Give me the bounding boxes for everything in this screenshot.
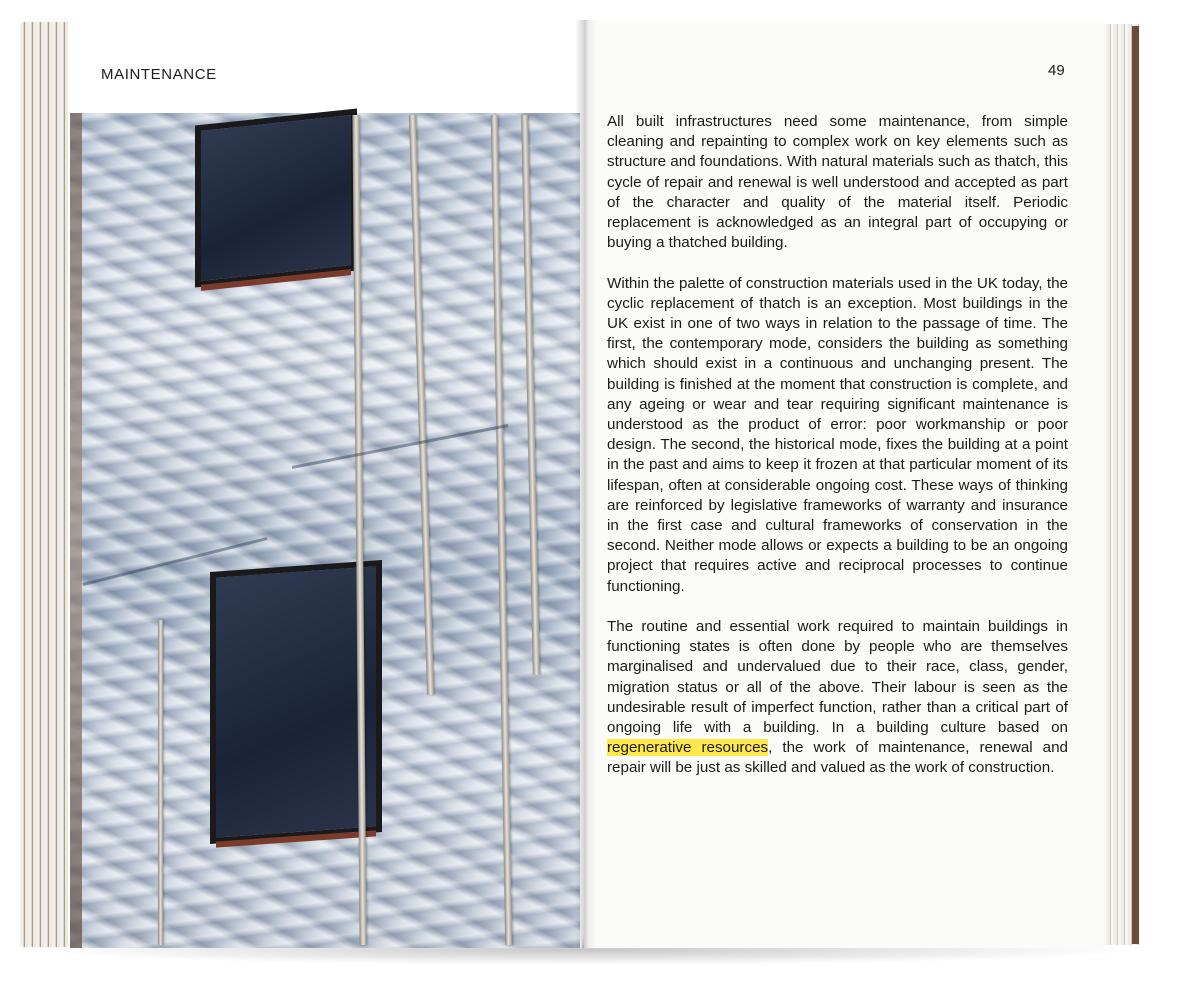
photo-batten	[158, 620, 163, 945]
paragraph-2: Within the palette of construction materials used in the UK today, the cyclic replacement of thatch is an exception. Most buildings in the UK exist in one of two ways in relation to the passage of time. The first, the contemporary mode, considers the building as something which should exist in a continuous and unchanging present. The building is finished at the moment that construction is complete, and any ageing or wear and tear requiring significant maintenance is understood as the product of error: poor workmanship or poor design. The second, the historical mode, fixes the building at a point in the past and aims to keep it frozen at that particular moment of its lifespan, often at considerable ongoing cost. These ways of thinking are reinforced by legislative frameworks of warranty and insurance in the first case and cultural frameworks of conservation in the second. Neither mode allows or expects a building to be an ongoing project that requires active and reciprocal processes to continue functioning.	[607, 274, 1068, 595]
body-text	[607, 112, 1068, 799]
paragraph-3-start: The routine and essential work required to maintain buildings in functioning states is often done by people who are themselves marginalised and undervalued due to their race, class, gender, migration status or all of the above. Their labour is seen as the undesirable result of imperfect function, rather than a critical part of ongoing life with a building. In a building culture based on	[607, 618, 1068, 737]
photo-window-upper	[195, 108, 357, 287]
paragraph-1: All built infrastructures need some maintenance, from simple cleaning and repainting to complex work on key elements such as structure and foundations. With natural materials such as thatch, this cycle of repair and renewal is well understood and accepted as part of the character and quality of the material itself. Periodic replacement is acknowledged as an integral part of occupying or buying a thatched building.	[607, 113, 1068, 252]
paragraph-3-end: , the work of maintenance, renewal and repair will be just as skilled and valued as the work of construction.	[607, 739, 1069, 777]
book-gutter	[575, 20, 597, 948]
running-head: MAINTENANCE	[101, 66, 217, 83]
back-cover-edge	[1132, 26, 1139, 944]
paragraph-3	[607, 617, 1068, 779]
page-number: 49	[1048, 62, 1065, 79]
left-page-edges	[20, 22, 72, 947]
highlighted-phrase: regenerative resources	[607, 739, 769, 757]
photo-edge-strip	[70, 113, 82, 948]
